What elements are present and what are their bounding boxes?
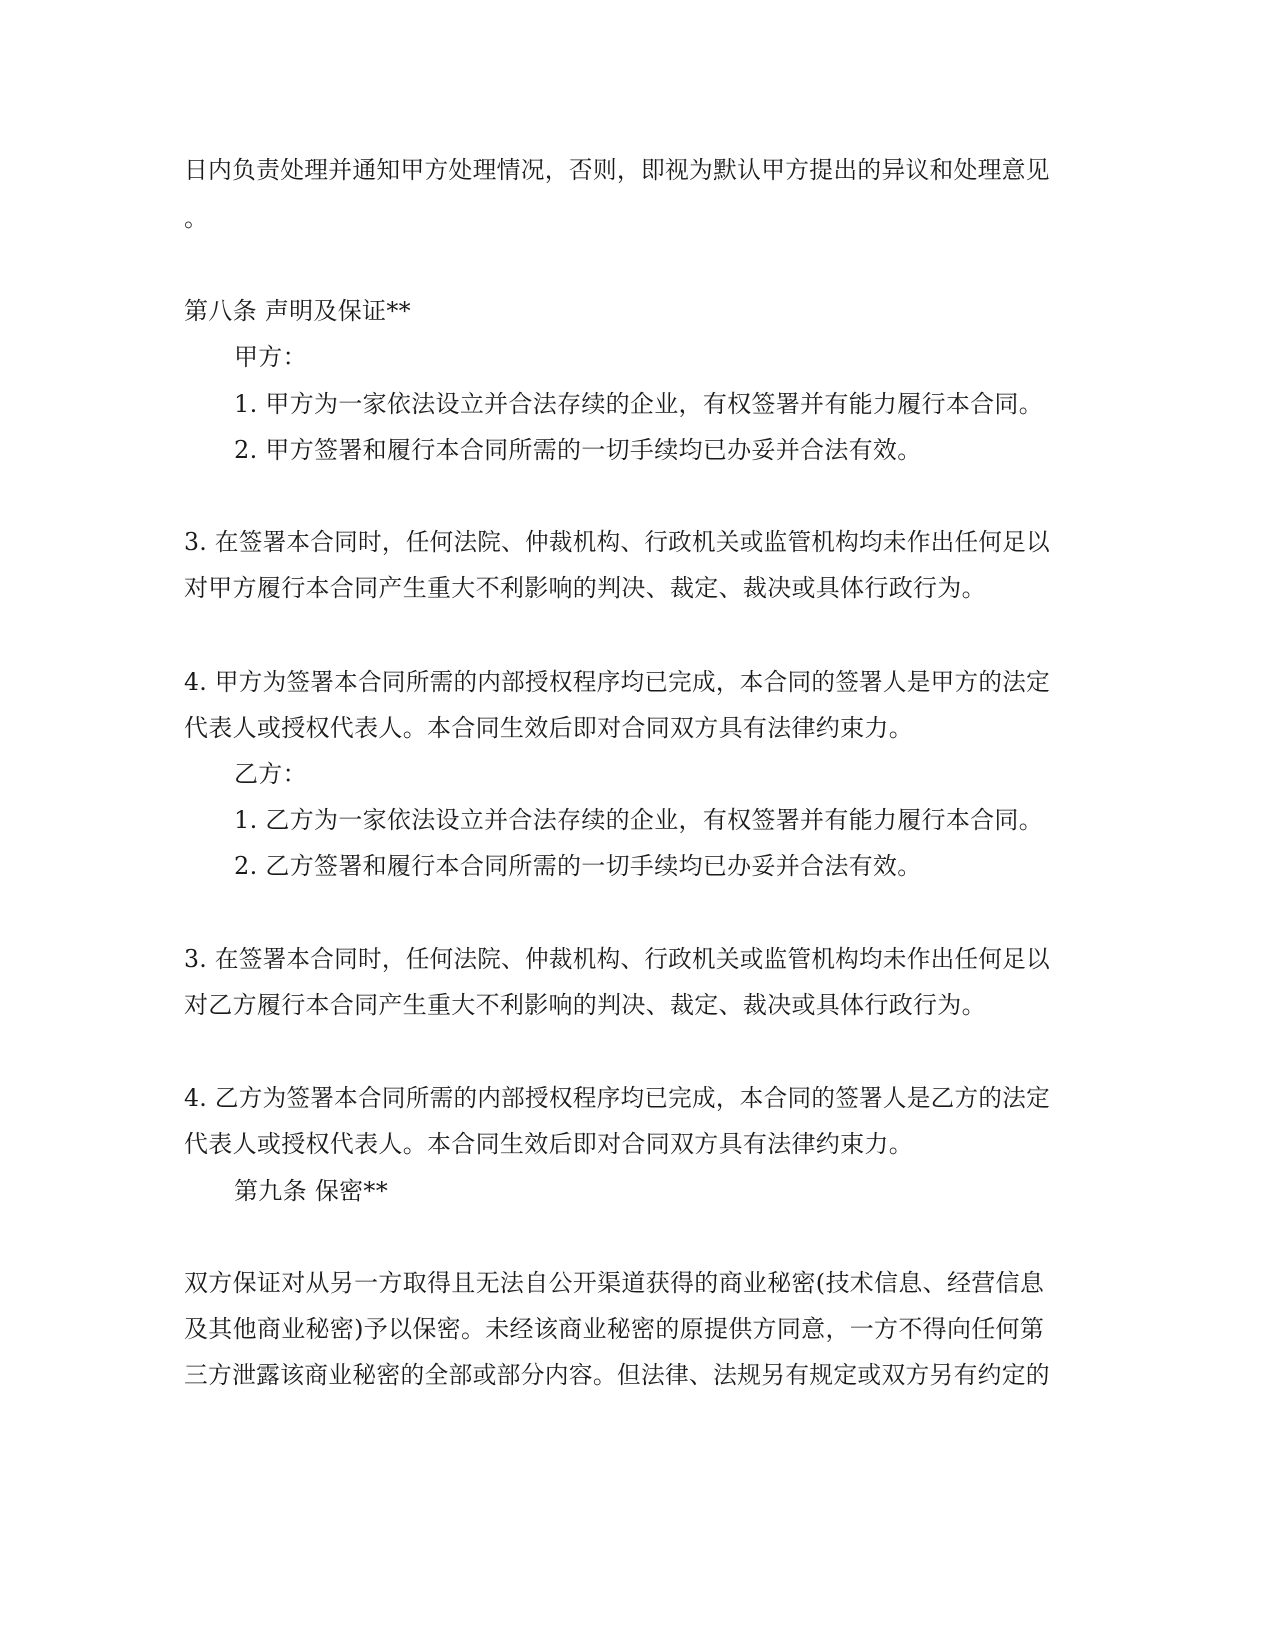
section-heading-article-8: 第八条 声明及保证** bbox=[184, 297, 411, 325]
body-text-line: 日内负责处理并通知甲方处理情况，否则，即视为默认甲方提出的异议和处理意见 bbox=[184, 156, 1050, 184]
body-text-line: 。 bbox=[184, 204, 209, 232]
list-item: 2. 甲方签署和履行本合同所需的一切手续均已办妥并合法有效。 bbox=[234, 436, 922, 464]
list-item: 3. 在签署本合同时，任何法院、仲裁机构、行政机关或监管机构均未作出任何足以 bbox=[184, 945, 1050, 973]
party-b-heading: 乙方： bbox=[234, 760, 307, 788]
list-item: 4. 甲方为签署本合同所需的内部授权程序均已完成，本合同的签署人是甲方的法定 bbox=[184, 668, 1050, 696]
list-item-continuation: 代表人或授权代表人。本合同生效后即对合同双方具有法律约束力。 bbox=[184, 1130, 913, 1158]
body-text-line: 双方保证对从另一方取得且无法自公开渠道获得的商业秘密(技术信息、经营信息 bbox=[184, 1269, 1045, 1297]
list-item: 4. 乙方为签署本合同所需的内部授权程序均已完成，本合同的签署人是乙方的法定 bbox=[184, 1084, 1050, 1112]
section-heading-article-9: 第九条 保密** bbox=[234, 1177, 389, 1205]
list-item: 3. 在签署本合同时，任何法院、仲裁机构、行政机关或监管机构均未作出任何足以 bbox=[184, 528, 1050, 556]
body-text-line: 三方泄露该商业秘密的全部或部分内容。但法律、法规另有规定或双方另有约定的 bbox=[184, 1361, 1050, 1389]
list-item-continuation: 对乙方履行本合同产生重大不利影响的判决、裁定、裁决或具体行政行为。 bbox=[184, 991, 986, 1019]
list-item-continuation: 对甲方履行本合同产生重大不利影响的判决、裁定、裁决或具体行政行为。 bbox=[184, 574, 986, 602]
party-a-heading: 甲方： bbox=[234, 343, 307, 371]
body-text-line: 及其他商业秘密)予以保密。未经该商业秘密的原提供方同意，一方不得向任何第 bbox=[184, 1315, 1045, 1343]
list-item: 1. 甲方为一家依法设立并合法存续的企业，有权签署并有能力履行本合同。 bbox=[234, 390, 1044, 418]
list-item-continuation: 代表人或授权代表人。本合同生效后即对合同双方具有法律约束力。 bbox=[184, 714, 913, 742]
list-item: 1. 乙方为一家依法设立并合法存续的企业，有权签署并有能力履行本合同。 bbox=[234, 806, 1044, 834]
list-item: 2. 乙方签署和履行本合同所需的一切手续均已办妥并合法有效。 bbox=[234, 852, 922, 880]
